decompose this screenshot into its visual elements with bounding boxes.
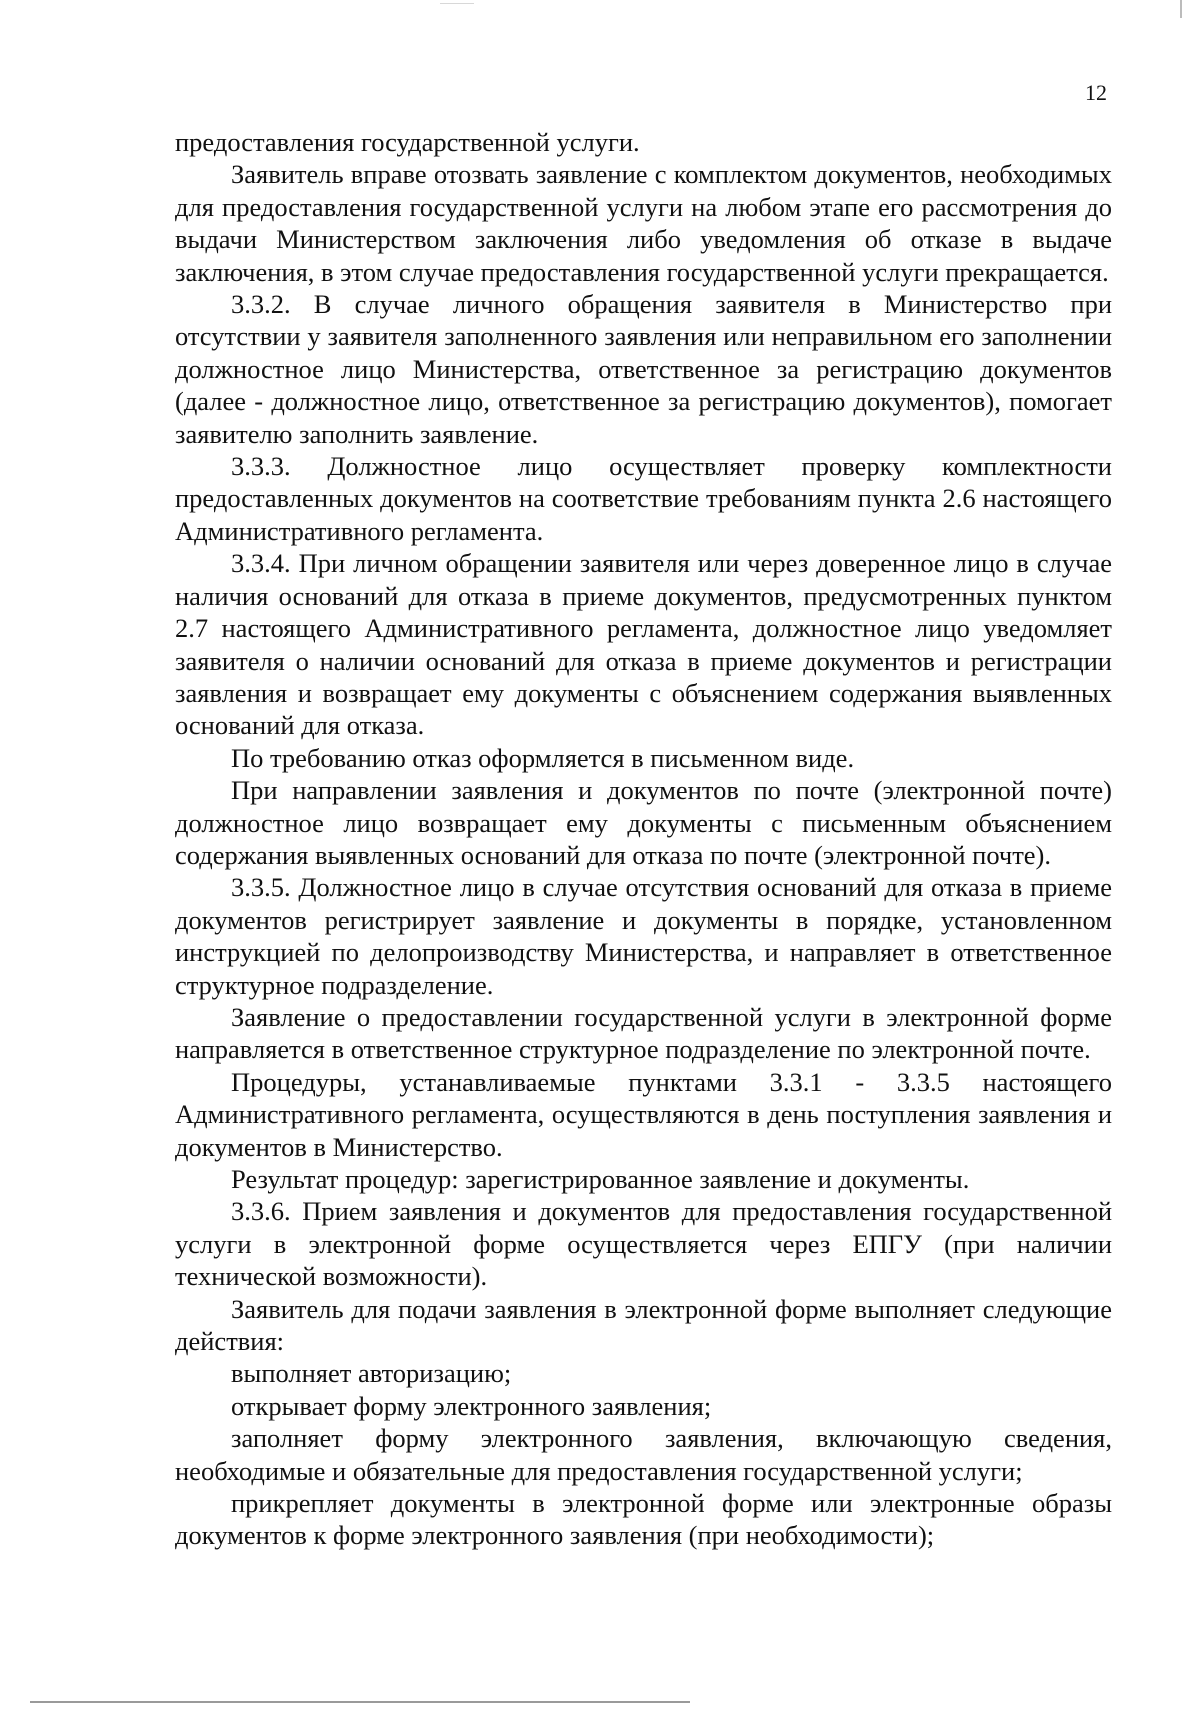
list-item-fill-form: заполняет форму электронного заявления, включающую сведения, необходимые и обязательные для предоставления государственной услуги;: [175, 1423, 1112, 1486]
paragraph-mail-refusal: При направлении заявления и документов по почте (электронной почте) должностное лицо возвращает ему документы с письменным объяснением содержания выявленных оснований для отказа по почте (электронной почте).: [175, 775, 1112, 870]
page-number: 12: [1085, 80, 1107, 105]
paragraph-3-3-2: 3.3.2. В случае личного обращения заявителя в Министерство при отсутствии у заявителя заполненного заявления или неправильном его заполнении должностное лицо Министерства, ответственное за регистрацию документов (далее - должностное лицо, ответственное за регистрацию документов), помогает заявителю заполнить заявление.: [175, 289, 1112, 449]
paragraph-written-refusal: По требованию отказ оформляется в письменном виде.: [231, 742, 855, 773]
list-item-authorization: выполняет авторизацию;: [231, 1358, 512, 1389]
paragraph-electronic-application: Заявление о предоставлении государственной услуги в электронной форме направляется в ответственное структурное подразделение по электронной почте.: [175, 1001, 1112, 1065]
paragraph-procedures-result: Результат процедур: зарегистрированное заявление и документы.: [231, 1164, 970, 1194]
list-item-attach-documents: прикрепляет документы в электронной форме или электронные образы документов к форме электронного заявления (при необходимости);: [175, 1488, 1112, 1551]
paragraph-applicant-actions: Заявитель для подачи заявления в электронной форме выполняет следующие действия:: [175, 1293, 1112, 1357]
paragraph-3-3-5: 3.3.5. Должностное лицо в случае отсутствия оснований для отказа в приеме документов регистрирует заявление и документы в порядке, установленном инструкцией по делопроизводству Министерства, и направляет в ответственное структурное подразделение.: [175, 872, 1112, 1000]
paragraph-withdrawal: Заявитель вправе отозвать заявление с комплектом документов, необходимых для предоставления государственной услуги на любом этапе его рассмотрения до выдачи Министерством заключения либо уведомления об отказе в выдаче заключения, в этом случае предоставления государственной услуги прекращается.: [175, 159, 1112, 287]
document-body: [175, 126, 1112, 1552]
scan-line-top: [440, 3, 474, 4]
paragraph-continuation: предоставления государственной услуги.: [175, 127, 640, 157]
scan-mark-right: [1180, 0, 1182, 18]
paragraph-3-3-3: 3.3.3. Должностное лицо осуществляет проверку комплектности предоставленных документов на соответствие требованиям пункта 2.6 настоящего Административного регламента.: [175, 451, 1112, 546]
paragraph-3-3-4: 3.3.4. При личном обращении заявителя или через доверенное лицо в случае наличия оснований для отказа в приеме документов, предусмотренных пунктом 2.7 настоящего Административного регламента, должностное лицо уведомляет заявителя о наличии оснований для отказа в приеме документов и регистрации заявления и возвращает ему документы с объяснением содержания выявленных оснований для отказа.: [175, 548, 1112, 741]
paragraph-3-3-6: 3.3.6. Прием заявления и документов для предоставления государственной услуги в электронной форме осуществляется через ЕПГУ (при наличии технической возможности).: [175, 1196, 1112, 1292]
scan-line-bottom: [30, 1701, 690, 1703]
paragraph-procedures-timing: Процедуры, устанавливаемые пунктами 3.3.1 - 3.3.5 настоящего Административного регламента, осуществляются в день поступления заявления и документов в Министерство.: [175, 1066, 1112, 1162]
list-item-open-form: открывает форму электронного заявления;: [231, 1390, 712, 1421]
